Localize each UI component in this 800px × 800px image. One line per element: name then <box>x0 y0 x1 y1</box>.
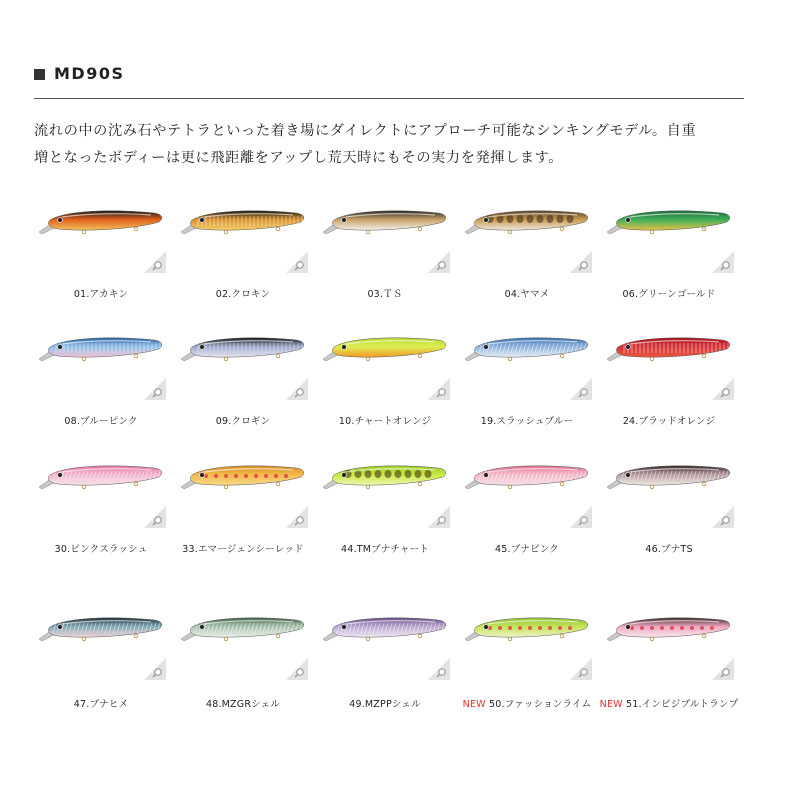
lure-image <box>320 198 450 258</box>
magnifier-icon[interactable] <box>712 378 734 400</box>
lure-image <box>320 605 450 665</box>
color-caption <box>592 697 746 712</box>
color-caption <box>24 287 178 302</box>
color-item[interactable] <box>178 453 308 555</box>
section-title: MD90S <box>54 64 125 83</box>
lure-thumbnail[interactable] <box>36 325 166 400</box>
magnifier-icon[interactable] <box>144 378 166 400</box>
color-label: 19.スラッシュブルー <box>480 416 574 427</box>
new-badge: NEW <box>462 699 489 710</box>
color-item[interactable] <box>36 325 166 427</box>
color-caption <box>24 542 178 557</box>
color-label: 44.TMブナチャート <box>340 544 430 555</box>
color-caption <box>166 542 320 557</box>
color-item[interactable] <box>462 453 592 555</box>
color-caption <box>592 414 746 429</box>
lure-image <box>604 325 734 385</box>
color-item[interactable] <box>599 605 739 710</box>
color-caption <box>308 414 462 429</box>
color-label: 30.ピンクスラッシュ <box>54 544 148 555</box>
color-item[interactable] <box>604 453 734 555</box>
lure-image <box>604 198 734 258</box>
color-caption <box>308 287 462 302</box>
color-caption <box>166 697 320 712</box>
lure-image <box>462 605 592 665</box>
color-label: 51.インビジブルトランプ <box>625 699 739 710</box>
color-item[interactable] <box>178 605 308 710</box>
color-item[interactable] <box>320 198 450 300</box>
lure-thumbnail[interactable] <box>178 325 308 400</box>
color-label: 06.グリーンゴールド <box>622 289 716 300</box>
lure-image <box>604 605 734 665</box>
color-item[interactable] <box>36 453 166 555</box>
magnifier-icon[interactable] <box>712 658 734 680</box>
magnifier-icon[interactable] <box>570 506 592 528</box>
magnifier-icon[interactable] <box>570 378 592 400</box>
magnifier-icon[interactable] <box>286 251 308 273</box>
product-description <box>34 118 754 172</box>
magnifier-icon[interactable] <box>428 658 450 680</box>
color-label: 24.ブラッドオレンジ <box>622 416 716 427</box>
color-item[interactable] <box>462 198 592 300</box>
lure-thumbnail[interactable] <box>320 605 450 680</box>
color-caption <box>308 697 462 712</box>
color-item[interactable] <box>462 325 592 427</box>
magnifier-icon[interactable] <box>712 251 734 273</box>
lure-image <box>462 453 592 513</box>
color-item[interactable] <box>320 453 450 555</box>
description-line-2: 増となったボディーは更に飛距離をアップし荒天時にもその実力を発揮します。 <box>34 150 564 166</box>
color-caption <box>450 287 604 302</box>
lure-image <box>462 325 592 385</box>
color-item[interactable] <box>320 325 450 427</box>
lure-thumbnail[interactable] <box>604 325 734 400</box>
color-caption <box>592 287 746 302</box>
color-label: 33.エマージェンシーレッド <box>182 544 304 555</box>
color-item[interactable] <box>320 605 450 710</box>
magnifier-icon[interactable] <box>570 658 592 680</box>
lure-image <box>36 325 166 385</box>
lure-image <box>320 325 450 385</box>
color-item[interactable] <box>604 198 734 300</box>
lure-thumbnail[interactable] <box>462 605 592 680</box>
new-badge: NEW <box>599 699 626 710</box>
lure-image <box>36 605 166 665</box>
lure-image <box>36 198 166 258</box>
magnifier-icon[interactable] <box>144 658 166 680</box>
lure-image <box>604 453 734 513</box>
color-label: 09.クロギン <box>215 416 271 427</box>
lure-thumbnail[interactable] <box>320 325 450 400</box>
color-item[interactable] <box>462 605 592 710</box>
lure-image <box>36 453 166 513</box>
lure-thumbnail[interactable] <box>604 198 734 273</box>
color-caption <box>450 697 604 712</box>
lure-thumbnail[interactable] <box>178 605 308 680</box>
color-item[interactable] <box>604 325 734 427</box>
lure-image <box>178 605 308 665</box>
color-caption <box>24 414 178 429</box>
color-label: 03.ＴＳ <box>367 289 403 300</box>
color-label: 47.ブナヒメ <box>73 699 129 710</box>
color-caption <box>166 287 320 302</box>
magnifier-icon[interactable] <box>286 658 308 680</box>
lure-thumbnail[interactable] <box>462 325 592 400</box>
lure-thumbnail[interactable] <box>462 198 592 273</box>
magnifier-icon[interactable] <box>570 251 592 273</box>
color-label: 02.クロキン <box>215 289 271 300</box>
color-label: 48.MZGRシェル <box>205 699 281 710</box>
color-label: 49.MZPPシェル <box>349 699 421 710</box>
lure-thumbnail[interactable] <box>604 605 734 680</box>
lure-image <box>178 198 308 258</box>
magnifier-icon[interactable] <box>144 506 166 528</box>
section-header <box>34 64 744 99</box>
lure-thumbnail[interactable] <box>178 453 308 528</box>
color-label: 50.ファッションライム <box>488 699 592 710</box>
magnifier-icon[interactable] <box>712 506 734 528</box>
section-marker-icon <box>34 69 45 80</box>
color-label: 46.ブナTS <box>645 544 693 555</box>
lure-thumbnail[interactable] <box>320 198 450 273</box>
lure-thumbnail[interactable] <box>36 605 166 680</box>
magnifier-icon[interactable] <box>428 251 450 273</box>
color-label: 01.アカキン <box>73 289 129 300</box>
color-caption <box>592 542 746 557</box>
color-label: 10.チャートオレンジ <box>338 416 432 427</box>
lure-image <box>462 198 592 258</box>
lure-thumbnail[interactable] <box>604 453 734 528</box>
color-label: 08.ブルーピンク <box>64 416 138 427</box>
color-item[interactable] <box>178 198 308 300</box>
color-item[interactable] <box>36 198 166 300</box>
color-caption <box>308 542 462 557</box>
color-caption <box>24 697 178 712</box>
magnifier-icon[interactable] <box>144 251 166 273</box>
lure-thumbnail[interactable] <box>36 453 166 528</box>
description-line-1: 流れの中の沈み石やテトラといった着き場にダイレクトにアプローチ可能なシンキングモデル。自重 <box>34 123 697 139</box>
color-label: 04.ヤマメ <box>504 289 550 300</box>
color-item[interactable] <box>178 325 308 427</box>
color-caption <box>450 414 604 429</box>
color-item[interactable] <box>36 605 166 710</box>
lure-image <box>320 453 450 513</box>
magnifier-icon[interactable] <box>428 378 450 400</box>
lure-image <box>178 453 308 513</box>
lure-thumbnail[interactable] <box>36 198 166 273</box>
magnifier-icon[interactable] <box>286 378 308 400</box>
magnifier-icon[interactable] <box>286 506 308 528</box>
lure-thumbnail[interactable] <box>320 453 450 528</box>
color-caption <box>166 414 320 429</box>
color-caption <box>450 542 604 557</box>
lure-thumbnail[interactable] <box>178 198 308 273</box>
magnifier-icon[interactable] <box>428 506 450 528</box>
lure-thumbnail[interactable] <box>462 453 592 528</box>
color-label: 45.ブナピンク <box>494 544 560 555</box>
lure-image <box>178 325 308 385</box>
